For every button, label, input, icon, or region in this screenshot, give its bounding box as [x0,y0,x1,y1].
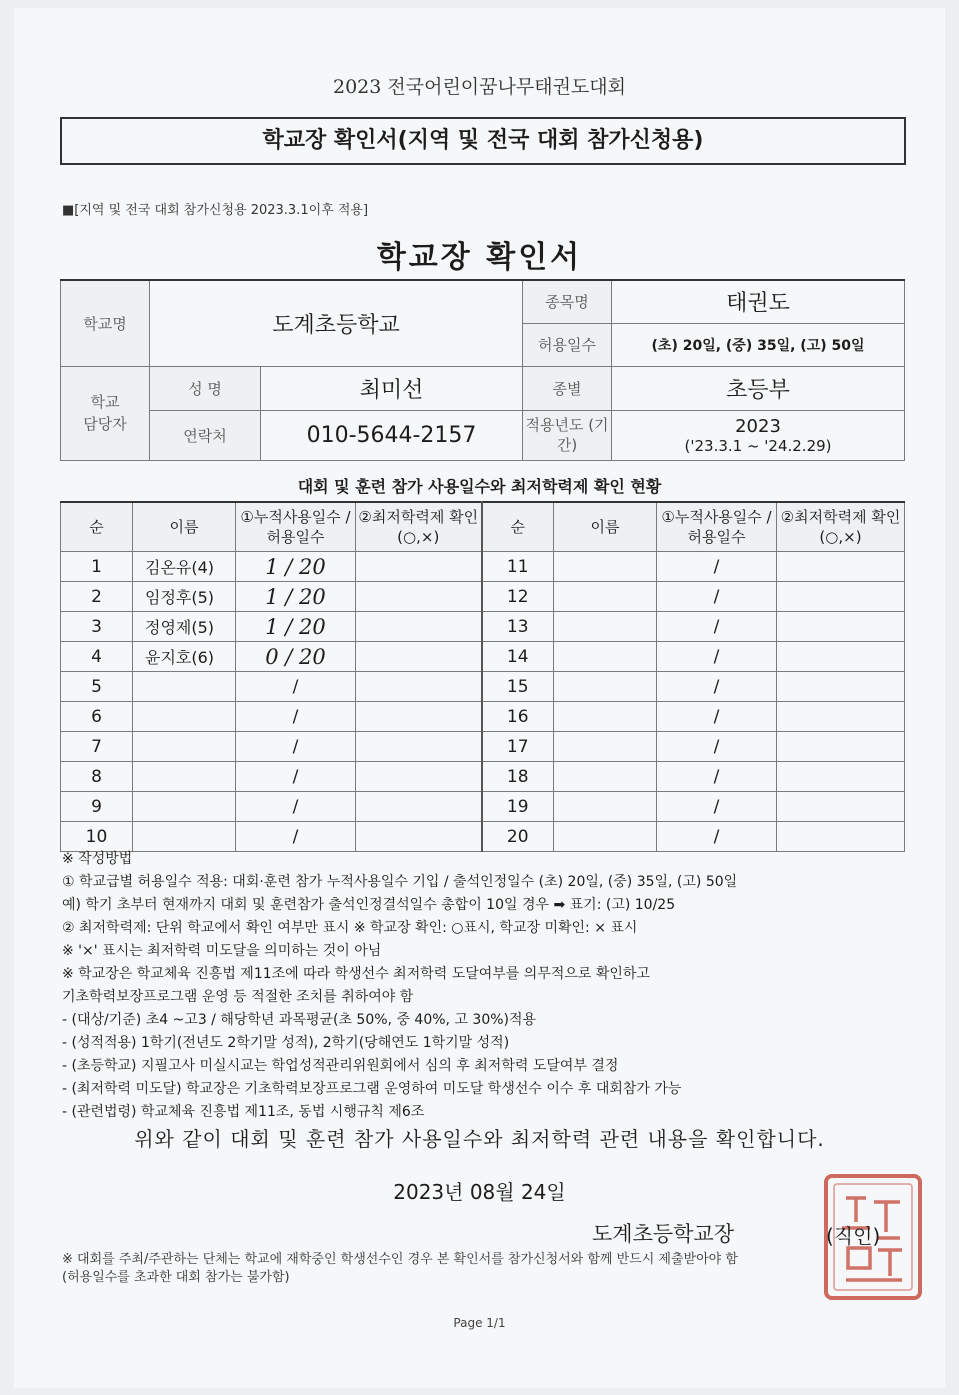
days-used: / [657,672,777,702]
category-label: 종별 [523,366,612,410]
days-used: / [236,732,356,762]
days-used: 1 / 20 [236,582,356,612]
academic-check [777,732,905,762]
student-name [554,792,657,822]
academic-check [777,792,905,822]
col-days: ①누적사용일수 /허용일수 [236,502,356,552]
sport-label: 종목명 [523,280,612,323]
days-used: / [657,792,777,822]
student-name [133,732,236,762]
student-name: 김온유(4) [133,552,236,582]
name-label: 성 명 [150,366,261,410]
row-no: 17 [482,732,554,762]
table-row [61,762,905,792]
academic-check [356,762,482,792]
manager-label: 학교 담당자 [61,366,150,460]
academic-check [356,792,482,822]
document-title: 학교장 확인서 [376,240,583,275]
days-used: 1 / 20 [236,552,356,582]
instruction-line: - (최저학력 미도달) 학교장은 기초학력보장프로그램 운영하여 미도달 학생선수 이수 후 대회참가 가능 [62,1081,682,1097]
table-row [61,702,905,732]
table-row [61,552,905,582]
student-name [133,762,236,792]
academic-check [777,762,905,792]
instruction-line: 기초학력보장프로그램 운영 등 적절한 조치를 취하여야 함 [62,989,414,1005]
allowed-days-label: 허용일수 [523,323,612,366]
days-used: / [657,732,777,762]
academic-check [777,822,905,852]
academic-check [777,552,905,582]
student-name: 임정후(5) [133,582,236,612]
page-number: Page 1/1 [453,1316,506,1330]
instruction-line: ※ '×' 표시는 최저학력 미도달을 의미하는 것이 아님 [62,943,382,959]
document-banner: 학교장 확인서(지역 및 전국 대회 참가신청용) [60,117,906,165]
records-table [60,501,905,852]
instruction-line: ② 최저학력제: 단위 학교에서 확인 여부만 표시 ※ 학교장 확인: ○표시, 학교장 미확인: × 표시 [62,920,638,936]
student-name [133,672,236,702]
col-academic: ②최저학력제 확인(○,×) [777,502,905,552]
student-name [554,672,657,702]
records-section-title: 대회 및 훈련 참가 사용일수와 최저학력제 확인 현황 [297,477,662,496]
instruction-line: ① 학교급별 허용일수 적용: 대회·훈련 참가 누적사용일수 기입 / 출석인정일수 (초) 20일, (중) 35일, (고) 50일 [62,874,738,890]
row-no: 8 [61,762,133,792]
category-value: 초등부 [612,366,905,410]
instructions-title: ※ 작성방법 [62,851,133,867]
days-used: / [236,762,356,792]
row-no: 16 [482,702,554,732]
event-title: 2023 전국어린이꿈나무태권도대회 [333,76,626,98]
instruction-line: - (성적적용) 1학기(전년도 2학기말 성적), 2학기(당해연도 1학기말 성적) [62,1035,510,1051]
seal-label: (직인) [826,1224,881,1248]
student-name [554,612,657,642]
days-used: / [657,762,777,792]
days-used: / [236,702,356,732]
table-row [61,642,905,672]
student-name [554,582,657,612]
row-no: 9 [61,792,133,822]
instruction-line: - (초등학교) 지필고사 미실시교는 학업성적관리위원회에서 심의 후 최저학력 도달여부 결정 [62,1058,619,1074]
row-no: 12 [482,582,554,612]
academic-check [356,672,482,702]
student-name [554,702,657,732]
table-row [61,822,905,852]
row-no: 1 [61,552,133,582]
info-table [60,279,905,461]
academic-check [777,582,905,612]
student-name [554,822,657,852]
footnote-line: ※ 대회를 주최/주관하는 단체는 학교에 재학중인 학생선수인 경우 본 확인서를 참가신청서와 함께 반드시 제출받아야 함 [62,1252,738,1267]
days-used: / [657,612,777,642]
student-name: 정영제(5) [133,612,236,642]
days-used: / [236,792,356,822]
contact-value: 010-5644-2157 [261,410,523,460]
student-name [133,792,236,822]
year-period: ('23.3.1 ~ '24.2.29) [684,436,832,455]
days-used: / [236,672,356,702]
row-no: 11 [482,552,554,582]
footnote [62,1251,902,1287]
row-no: 4 [61,642,133,672]
student-name [554,642,657,672]
student-name [554,732,657,762]
instruction-line: - (대상/기준) 초4 ~고3 / 해당학년 과목평균(초 50%, 중 40%, 고 30%)적용 [62,1012,537,1028]
row-no: 13 [482,612,554,642]
footnote-line: (허용일수를 초과한 대회 참가는 불가함) [62,1270,290,1285]
academic-check [356,582,482,612]
academic-check [777,612,905,642]
table-row [61,582,905,612]
days-used: / [657,552,777,582]
declaration: 위와 같이 대회 및 훈련 참가 사용일수와 최저학력 관련 내용을 확인합니다. [134,1127,825,1151]
days-used: 0 / 20 [236,642,356,672]
col-days: ①누적사용일수 /허용일수 [657,502,777,552]
name-value: 최미선 [261,366,523,410]
instructions [62,848,922,1124]
row-no: 14 [482,642,554,672]
row-no: 5 [61,672,133,702]
applicability-notice: ■[지역 및 전국 대회 참가신청용 2023.3.1이후 적용] [62,203,369,218]
academic-check [356,612,482,642]
row-no: 15 [482,672,554,702]
instruction-line: - (관련법령) 학교체육 진흥법 제11조, 동법 시행규칙 제6조 [62,1104,425,1120]
row-no: 7 [61,732,133,762]
col-name: 이름 [133,502,236,552]
school-name: 도계초등학교 [150,280,523,366]
student-name [554,552,657,582]
school-label: 학교명 [61,280,150,366]
academic-check [777,672,905,702]
row-no: 20 [482,822,554,852]
instruction-line: 예) 학기 초부터 현재까지 대회 및 훈련참가 출석인정결석일수 총합이 10일 경우 ➡ 표기: (고) 10/25 [62,897,676,913]
sport-value: 태권도 [612,280,905,323]
year-label: 적용년도 (기간) [523,410,612,460]
table-row [61,672,905,702]
col-academic: ②최저학력제 확인(○,×) [356,502,482,552]
col-name: 이름 [554,502,657,552]
student-name [554,762,657,792]
row-no: 3 [61,612,133,642]
sign-date: 2023년 08월 24일 [393,1180,566,1204]
table-row [61,612,905,642]
student-name [133,702,236,732]
days-used: / [236,822,356,852]
row-no: 10 [61,822,133,852]
col-no: 순 [482,502,554,552]
days-used: / [657,642,777,672]
principal-name: 도계초등학교장 [592,1222,735,1246]
table-row [61,792,905,822]
academic-check [356,552,482,582]
records-body [61,552,905,852]
academic-check [777,642,905,672]
academic-check [356,732,482,762]
col-no: 순 [61,502,133,552]
instruction-line: ※ 학교장은 학교체육 진흥법 제11조에 따라 학생선수 최저학력 도달여부를 의무적으로 확인하고 [62,966,650,982]
academic-check [356,702,482,732]
student-name: 윤지호(6) [133,642,236,672]
academic-check [356,642,482,672]
row-no: 19 [482,792,554,822]
row-no: 18 [482,762,554,792]
days-used: / [657,582,777,612]
contact-label: 연락처 [150,410,261,460]
row-no: 6 [61,702,133,732]
academic-check [356,822,482,852]
student-name [133,822,236,852]
row-no: 2 [61,582,133,612]
year-cell [612,410,905,460]
academic-check [777,702,905,732]
allowed-days-value: (초) 20일, (중) 35일, (고) 50일 [612,323,905,366]
year-value: 2023 [735,415,781,437]
days-used: / [657,702,777,732]
days-used: 1 / 20 [236,612,356,642]
table-row [61,732,905,762]
days-used: / [657,822,777,852]
